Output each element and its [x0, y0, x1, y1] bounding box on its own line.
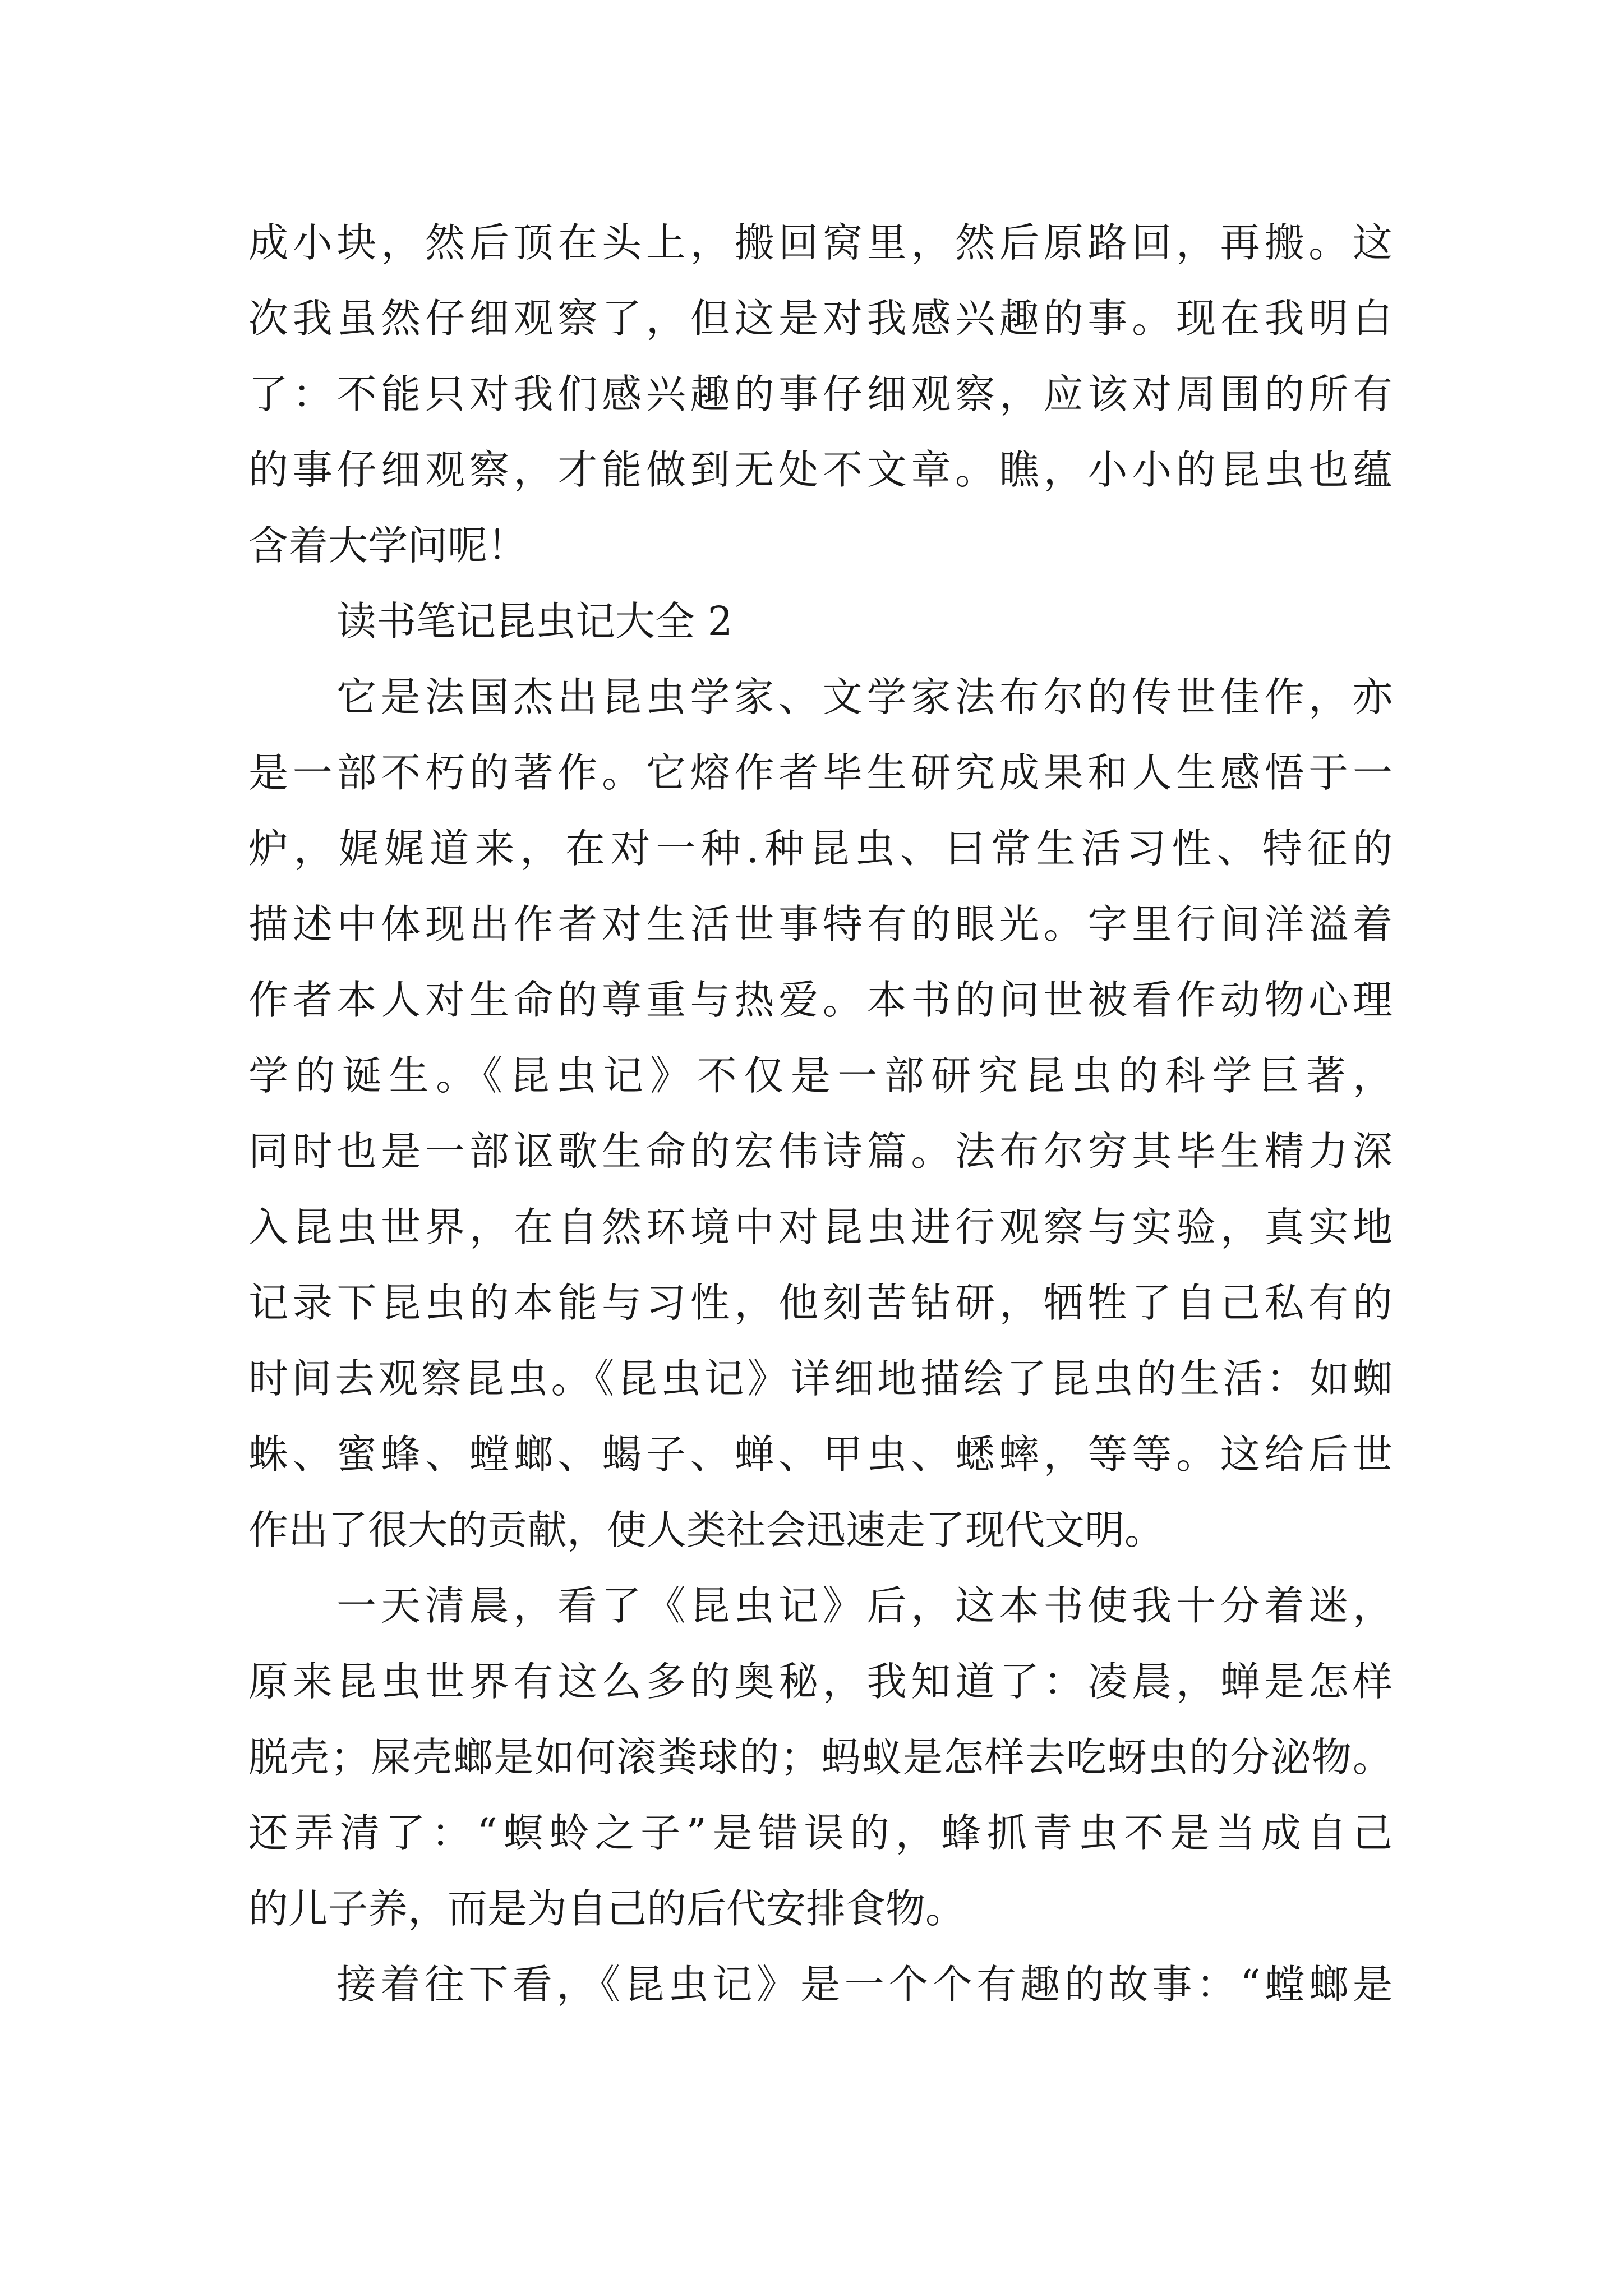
paragraph [248, 1568, 1393, 1947]
text-line: 同时也是一部讴歌生命的宏伟诗篇。法布尔穷其毕生精力深 [248, 1128, 1393, 1175]
text-line: 时间去观察昆虫。《昆虫记》详细地描绘了昆虫的生活：如蜘 [248, 1355, 1393, 1402]
text-line: 成小块，然后顶在头上，搬回窝里，然后原路回，再搬。这 [248, 219, 1393, 266]
text-line: 蛛、蜜蜂、螳螂、蝎子、蝉、甲虫、蟋蟀，等等。这给后世 [248, 1431, 1393, 1478]
text-line: 脱壳；屎壳螂是如何滚粪球的；蚂蚁是怎样去吃蚜虫的分泌物。 [248, 1734, 1393, 1780]
paragraph [248, 659, 1393, 1568]
text-line: 原来昆虫世界有这么多的奥秘，我知道了：凌晨，蝉是怎样 [248, 1658, 1393, 1705]
text-line: 作出了很大的贡献，使人类社会迅速走了现代文明。 [248, 1507, 1165, 1553]
text-line: 入昆虫世界，在自然环境中对昆虫进行观察与实验，真实地 [248, 1204, 1393, 1250]
text-line: 的儿子养，而是为自己的后代安排食物。 [248, 1885, 966, 1932]
text-line: 炉，娓娓道来，在对一种.种昆虫、曰常生活习性、特征的 [248, 825, 1393, 872]
text-line: 是一部不朽的著作。它熔作者毕生研究成果和人生感悟于一 [248, 749, 1393, 796]
text-line: 描述中体现出作者对生活世事特有的眼光。字里行间洋溢着 [248, 901, 1393, 947]
document-body [248, 205, 1393, 2022]
paragraph [248, 205, 1393, 583]
text-line: 还弄清了：“螟蛉之子”是错误的，蜂抓青虫不是当成自己 [248, 1810, 1393, 1856]
text-line: 含着大学问呢！ [248, 522, 528, 569]
text-line: 的事仔细观察，才能做到无处不文章。瞧，小小的昆虫也蕴 [248, 447, 1393, 493]
heading-text: 读书笔记昆虫记大全 2 [336, 598, 733, 645]
text-line: 了：不能只对我们感兴趣的事仔细观察，应该对周围的所有 [248, 371, 1393, 417]
paragraph [248, 1947, 1393, 2022]
text-line: 接着往下看，《昆虫记》是一个个有趣的故事：“螳螂是 [336, 1961, 1393, 2008]
section-heading [248, 583, 1393, 659]
text-line: 作者本人对生命的尊重与热爱。本书的问世被看作动物心理 [248, 977, 1393, 1023]
text-line: 它是法国杰出昆虫学家、文学家法布尔的传世佳作，亦 [336, 674, 1393, 720]
text-line: 一天清晨，看了《昆虫记》后，这本书使我十分着迷， [336, 1582, 1393, 1629]
text-line: 次我虽然仔细观察了，但这是对我感兴趣的事。现在我明白 [248, 295, 1393, 342]
text-line: 记录下昆虫的本能与习性，他刻苦钻研，牺牲了自己私有的 [248, 1280, 1393, 1326]
text-line: 学的诞生。《昆虫记》不仅是一部研究昆虫的科学巨著， [248, 1052, 1393, 1099]
